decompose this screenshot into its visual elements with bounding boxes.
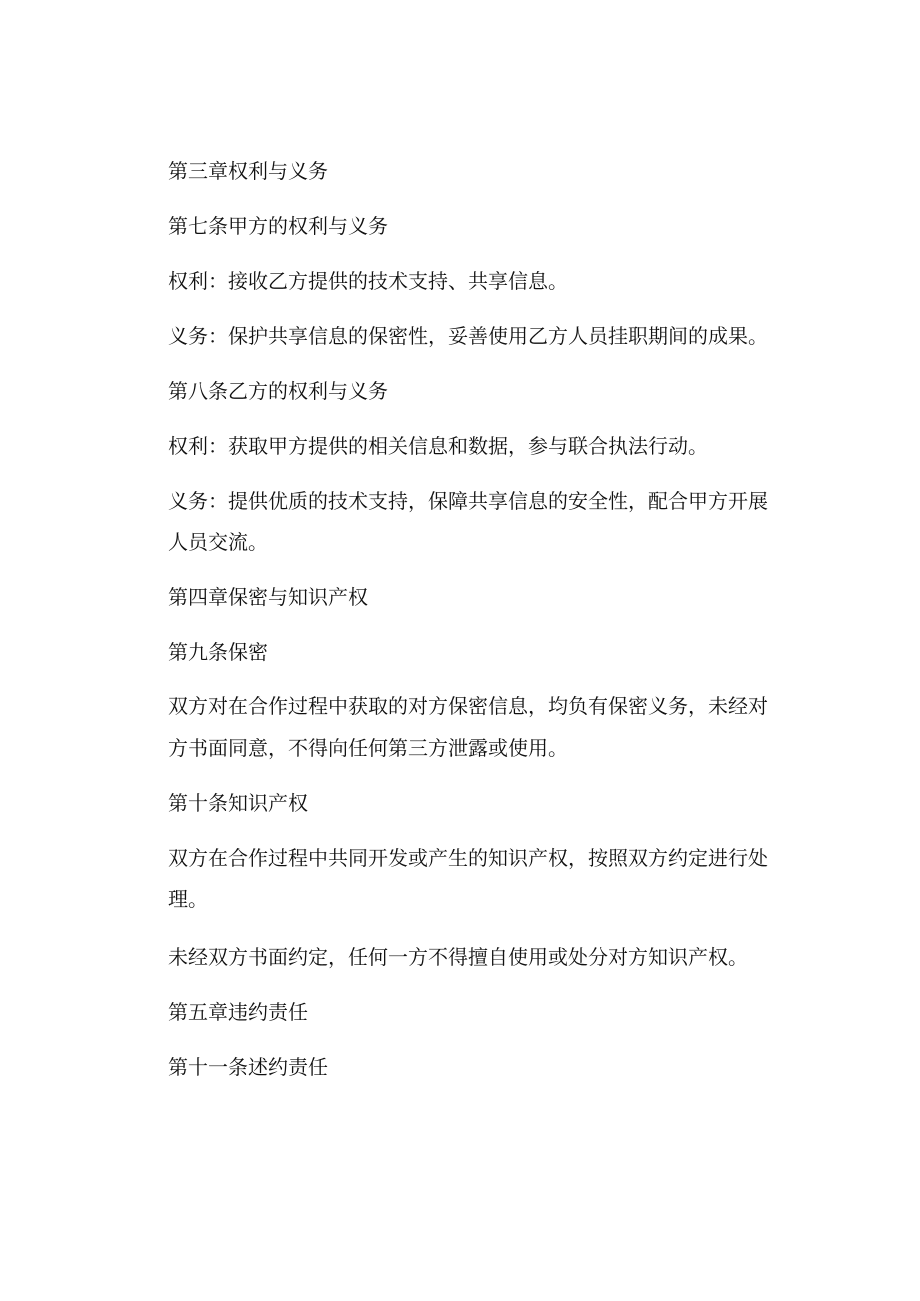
article-7-obligations: 义务：保护共享信息的保密性，妥善使用乙方人员挂职期间的成果。: [168, 324, 768, 348]
article-11-heading: 第十一条述约责任: [168, 1055, 328, 1079]
article-7-heading: 第七条甲方的权利与义务: [168, 214, 388, 238]
article-10-text-2: 未经双方书面约定，任何一方不得擅自使用或处分对方知识产权。: [168, 945, 748, 969]
article-10-text-line2: 理。: [168, 887, 208, 911]
chapter-3-heading: 第三章权利与义务: [168, 159, 328, 183]
article-10-heading: 第十条知识产权: [168, 791, 308, 815]
article-9-text-line1: 双方对在合作过程中获取的对方保密信息，均负有保密义务，未经对: [168, 694, 768, 718]
article-9-heading: 第九条保密: [168, 640, 268, 664]
article-8-obligations-line1: 义务：提供优质的技术支持，保障共享信息的安全性，配合甲方开展: [168, 489, 768, 513]
chapter-5-heading: 第五章违约责任: [168, 1000, 308, 1024]
article-8-heading: 第八条乙方的权利与义务: [168, 379, 388, 403]
article-7-rights: 权利：接收乙方提供的技术支持、共享信息。: [168, 269, 568, 293]
article-8-rights: 权利：获取甲方提供的相关信息和数据，参与联合执法行动。: [168, 434, 708, 458]
chapter-4-heading: 第四章保密与知识产权: [168, 585, 368, 609]
article-9-text-line2: 方书面同意，不得向任何第三方泄露或使用。: [168, 736, 568, 760]
article-10-text-line1: 双方在合作过程中共同开发或产生的知识产权，按照双方约定进行处: [168, 846, 768, 870]
article-8-obligations-line2: 人员交流。: [168, 530, 268, 554]
